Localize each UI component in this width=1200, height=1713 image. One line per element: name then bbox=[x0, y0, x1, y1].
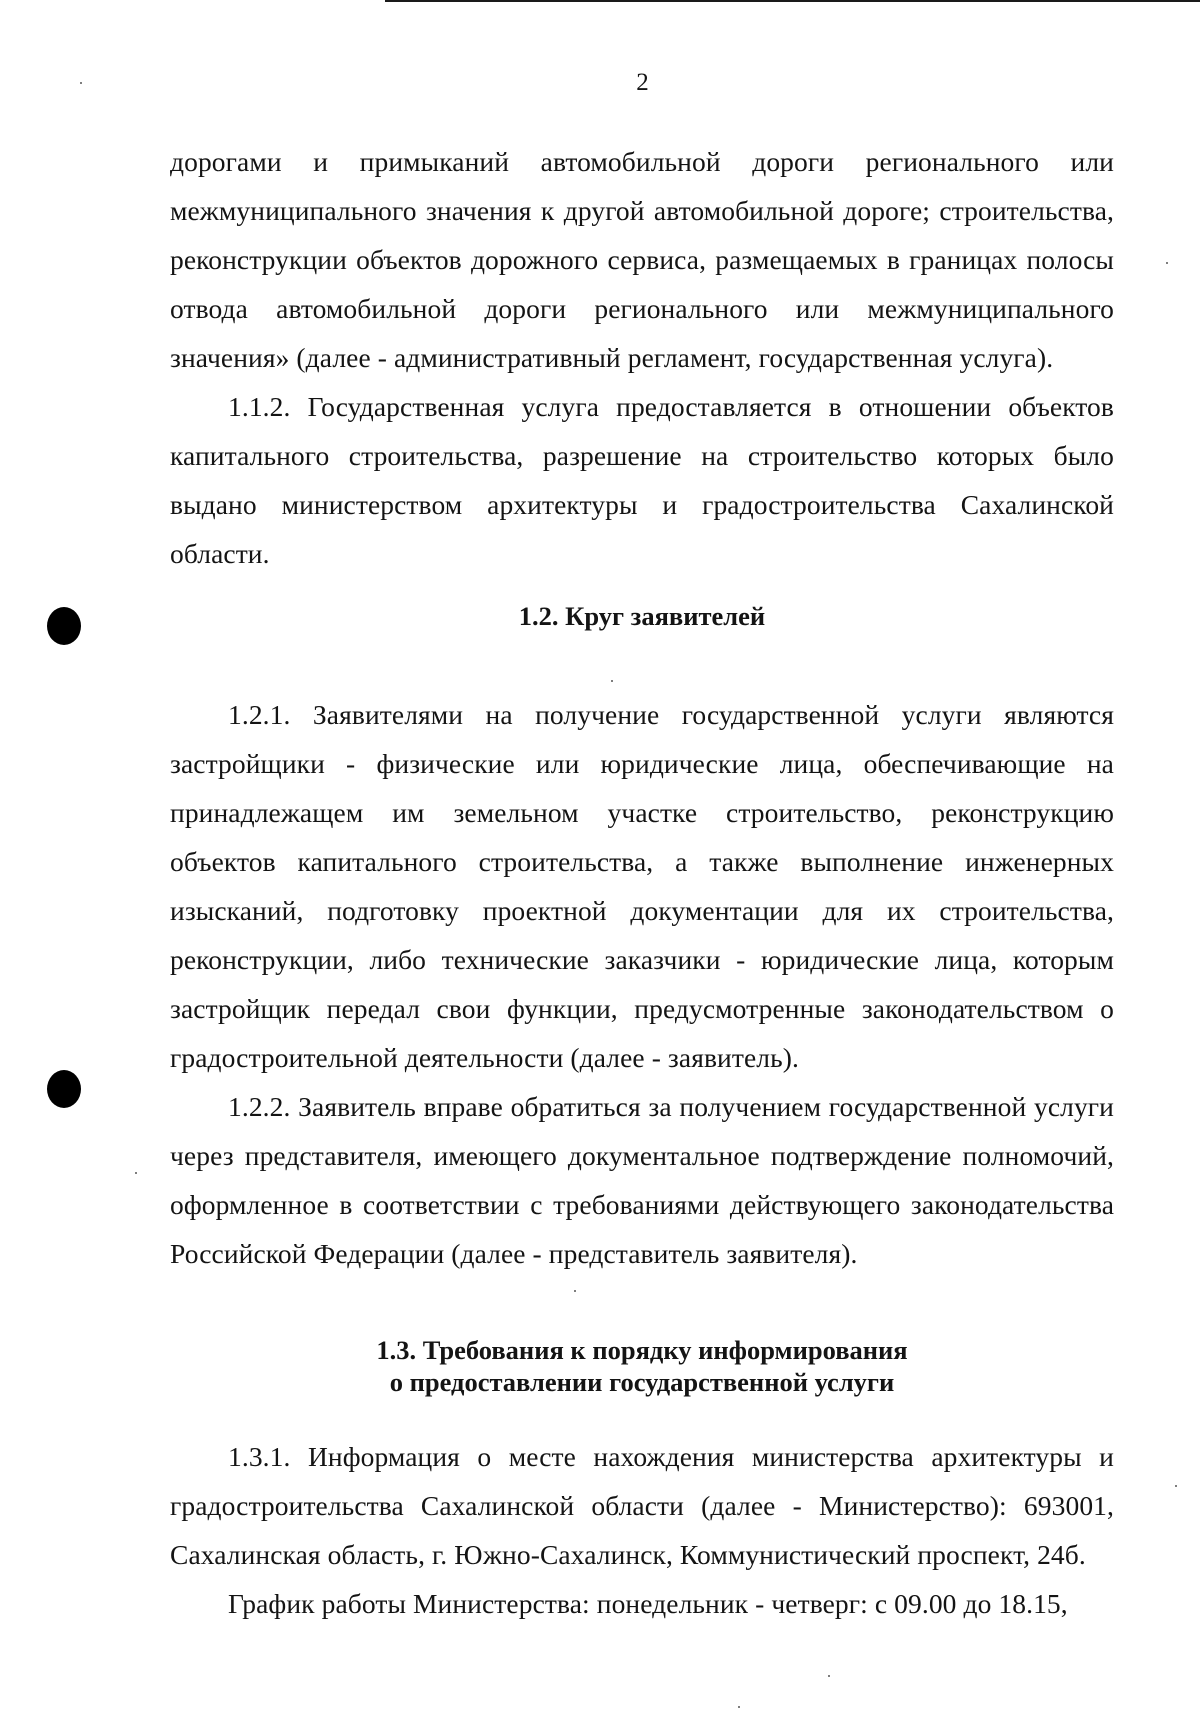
scan-speck bbox=[828, 1675, 830, 1677]
paragraph-1-3-1: 1.3.1. Информация о месте нахождения министерства архитектуры и градостроительства Сахалинской области (далее - Министерство): 693001, Сахалинская область, г. Южно-Сахалинск, Коммунистический проспект, 24б. bbox=[170, 1441, 1114, 1570]
paragraph-continuation: дорогами и примыканий автомобильной дороги регионального или межмуниципального значения к другой автомобильной дороге; строительства, реконструкции объектов дорожного сервиса, размещаемых в границах полосы отвода автомобильной дороги регионального или межмуниципального значения» (далее - административный регламент, государственная услуга). bbox=[170, 146, 1114, 373]
scan-speck bbox=[80, 82, 82, 84]
section-heading-1-3-line-2: о предоставлении государственной услуги bbox=[389, 1367, 895, 1397]
section-heading-1-2: 1.2. Круг заявителей bbox=[518, 601, 766, 631]
paragraph-1-2-2: 1.2.2. Заявитель вправе обратиться за получением государственной услуги через представителя, имеющего документальное подтверждение полномочий, оформленное в соответствии с требованиями действующего законодательства Российской Федерации (далее - представитель заявителя). bbox=[170, 1091, 1114, 1269]
section-heading-1-3-line-1: 1.3. Требования к порядку информирования bbox=[376, 1335, 908, 1365]
page-number: 2 bbox=[636, 69, 649, 96]
paragraph-schedule: График работы Министерства: понедельник - четверг: с 09.00 до 18.15, bbox=[228, 1588, 1068, 1619]
scan-speck bbox=[1175, 1485, 1177, 1487]
scan-speck bbox=[574, 1290, 576, 1292]
scan-speck bbox=[135, 1172, 137, 1174]
paragraph-1-2-1: 1.2.1. Заявителями на получение государственной услуги являются застройщики - физические или юридические лица, обеспечивающие на принадлежащем им земельном участке строительство, реконструкцию объектов капитального строительства, а также выполнение инженерных изысканий, подготовку проектной документации для их строительства, реконструкции, либо технические заказчики - юридические лица, которым застройщик передал свои функции, предусмотренные законодательством о градостроительной деятельности (далее - заявитель). bbox=[170, 699, 1114, 1073]
scan-speck bbox=[1166, 262, 1168, 264]
top-border-line bbox=[385, 0, 1200, 2]
section-heading-1-3 bbox=[170, 1334, 1114, 1398]
paragraph-1-1-2: 1.1.2. Государственная услуга предоставляется в отношении объектов капитального строительства, разрешение на строительство которых было выдано министерством архитектуры и градостроительства Сахалинской области. bbox=[170, 391, 1114, 569]
scan-speck bbox=[738, 1706, 740, 1708]
punch-hole-mark bbox=[47, 1070, 81, 1108]
scan-speck bbox=[611, 680, 613, 682]
document-body bbox=[170, 137, 1114, 1628]
punch-hole-mark bbox=[47, 607, 81, 645]
